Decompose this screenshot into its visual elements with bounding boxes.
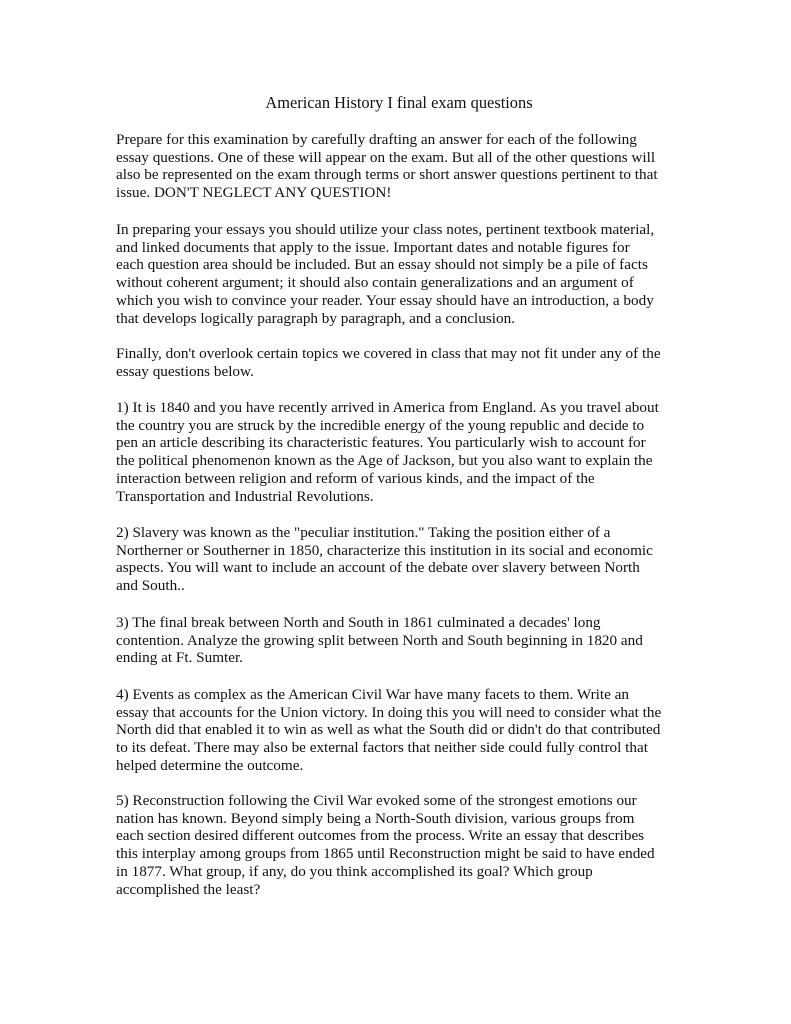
intro-paragraph: Prepare for this examination by carefully drafting an answer for each of the following essay questions. One of these will appear on the exam. But all of the other questions will also be represented on the exam through terms or short answer questions pertinent to that issue. DON'T NEGLECT ANY QUESTION! (116, 131, 658, 202)
document-title: American History I final exam questions (265, 93, 533, 112)
question-3: 3) The final break between North and South in 1861 culminated a decades' long contention. Analyze the growing split between North and South beginning in 1820 and ending at Ft. Sumter. (116, 614, 643, 667)
topics-note-paragraph: Finally, don't overlook certain topics we covered in class that may not fit under any of the essay questions below. (116, 345, 661, 380)
question-5: 5) Reconstruction following the Civil War evoked some of the strongest emotions our nation has known. Beyond simply being a North-South division, various groups from each section desired different outcomes from the process. Write an essay that describes this interplay among groups from 1865 until Reconstruction might be said to have ended in 1877. What group, if any, do you think accomplished its goal? Which group accomplished the least? (116, 792, 655, 898)
instructions-paragraph: In preparing your essays you should utilize your class notes, pertinent textbook material, and linked documents that apply to the issue. Important dates and notable figures for each question area should be included. But an essay should not simply be a pile of facts without coherent argument; it should also contain generalizations and an argument of which you wish to convince your reader. Your essay should have an introduction, a body that develops logically paragraph by paragraph, and a conclusion. (116, 221, 655, 327)
question-4: 4) Events as complex as the American Civil War have many facets to them. Write an essay that accounts for the Union victory. In doing this you will need to consider what the North did that enabled it to win as well as what the South did or didn't do that contributed to its defeat. There may also be external factors that neither side could fully control that helped determine the outcome. (116, 686, 662, 774)
question-2: 2) Slavery was known as the "peculiar institution." Taking the position either of a Northerner or Southerner in 1850, characterize this institution in its social and economic aspects. You will want to include an account of the debate over slavery between North and South.. (116, 524, 653, 595)
question-1: 1) It is 1840 and you have recently arrived in America from England. As you travel about the country you are struck by the incredible energy of the young republic and decide to pen an article describing its characteristic features. You particularly wish to account for the political phenomenon known as the Age of Jackson, but you also want to explain the interaction between religion and reform of various kinds, and the impact of the Transportation and Industrial Revolutions. (116, 399, 659, 505)
